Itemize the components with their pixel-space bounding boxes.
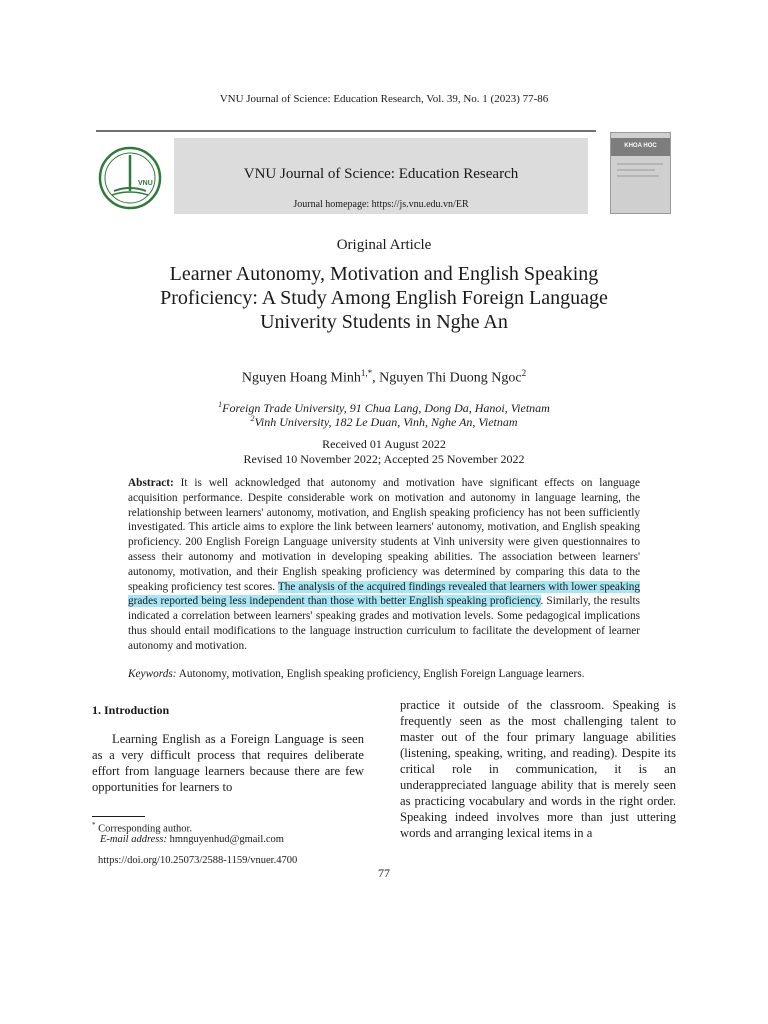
footnote-mark: * xyxy=(92,821,96,829)
journal-banner xyxy=(174,138,588,214)
doi-link[interactable]: https://doi.org/10.25073/2588-1159/vnuer.4700 xyxy=(98,855,298,866)
section-heading: 1. Introduction xyxy=(92,703,170,717)
cover-line xyxy=(617,169,655,171)
author-separator: , xyxy=(372,370,380,386)
cover-line xyxy=(617,175,659,177)
abstract-label: Abstract: xyxy=(128,477,174,489)
author-name: Nguyen Thi Duong Ngoc xyxy=(379,370,522,386)
title-line: Proficiency: A Study Among English Foreign Language xyxy=(160,287,608,309)
abstract-text: It is well acknowledged that autonomy and motivation have significant effects on language acquisition performance. Despite considerable work on motivation and autonomy in language learning, the relationship between learners' autonomy, motivation, and English speaking proficiency has not been sufficiently investigated. This article aims to explore the link between learners' autonomy, motivation, and English speaking proficiency. 200 English Foreign Language university students at Vinh university were given questionnaires to assess their autonomy and motivation in developing speaking abilities. The association between learners' autonomy, motivation, and their English speaking proficiency was determined by comparing this data to the speaking proficiency test scores. xyxy=(128,477,640,593)
affil-text: Foreign Trade University, 91 Chua Lang, Dong Da, Hanoi, Vietnam xyxy=(222,401,550,415)
cover-line xyxy=(617,163,663,165)
running-head: VNU Journal of Science: Education Research, Vol. 39, No. 1 (2023) 77-86 xyxy=(219,93,549,105)
vnu-logo xyxy=(94,145,166,211)
vnu-logo-icon xyxy=(94,145,166,211)
footnote-text: Corresponding author. xyxy=(95,823,193,835)
keywords-text: Autonomy, motivation, English speaking proficiency, English Foreign Language learners. xyxy=(176,668,585,680)
abstract xyxy=(128,476,640,654)
header-rule xyxy=(96,130,596,132)
affil-text: Vinh University, 182 Le Duan, Vinh, Nghe An, Vietnam xyxy=(254,415,518,429)
email-label: E-mail address: xyxy=(100,834,167,845)
abstract-highlight[interactable]: The analysis of the acquired findings revealed that learners with lower speaking grades reported being less independent than those with better English speaking proficiency xyxy=(128,580,641,608)
article-type: Original Article xyxy=(336,237,432,253)
title-line: Univerity Students in Nghe An xyxy=(260,311,508,333)
author-affil-mark: 1,* xyxy=(360,368,373,378)
corresponding-author-note xyxy=(92,821,192,835)
received-date: Received 01 August 2022 xyxy=(322,437,446,451)
title-line: Learner Autonomy, Motivation and English Speaking xyxy=(169,263,599,285)
body-column-right: practice it outside of the classroom. Speaking is frequently seen as the most challenging talent to master out of the four primary language abilities (listening, speaking, writing, and reading). Despite its critical role in communication, it is an underappreciated language ability that is merely seen as practicing vocabulary and words in the right order. Speaking indeed involves more than just uttering words and arranging lexical items in a xyxy=(400,698,676,840)
paper-title xyxy=(110,262,658,334)
page-number: 77 xyxy=(378,866,390,880)
body-column-left: Learning English as a Foreign Language is seen as a very difficult process that requires deliberate effort from language learners because there are few opportunities for learners to xyxy=(92,732,364,794)
keywords xyxy=(128,667,640,682)
author-affil-mark: 2 xyxy=(521,368,527,378)
revised-accepted-date: Revised 10 November 2022; Accepted 25 November 2022 xyxy=(243,452,525,466)
affiliation xyxy=(0,414,768,430)
email-address[interactable]: hmnguyenhud@gmail.com xyxy=(166,834,284,845)
email-note xyxy=(100,834,284,845)
affil-mark: 1 xyxy=(218,400,223,409)
author-list xyxy=(0,368,768,387)
author-name: Nguyen Hoang Minh xyxy=(241,370,361,386)
keywords-label: Keywords: xyxy=(128,668,177,680)
affil-mark: 2 xyxy=(250,414,255,423)
abstract-text: . Similarly, the results indicated a correlation between learners' speaking grades and motivation levels. Some pedagogical implications thus should entail modifications to the language instruction curriculum to facilitate the development of learner autonomy and motivation. xyxy=(128,595,640,652)
journal-cover-thumbnail xyxy=(610,132,671,214)
footnote-rule xyxy=(92,816,145,817)
cover-word: KHOA HOC xyxy=(624,143,657,149)
banner-title: VNU Journal of Science: Education Research xyxy=(243,166,519,182)
logo-text: VNU xyxy=(138,180,153,187)
journal-homepage-link[interactable]: Journal homepage: https://js.vnu.edu.vn/ER xyxy=(293,199,469,210)
